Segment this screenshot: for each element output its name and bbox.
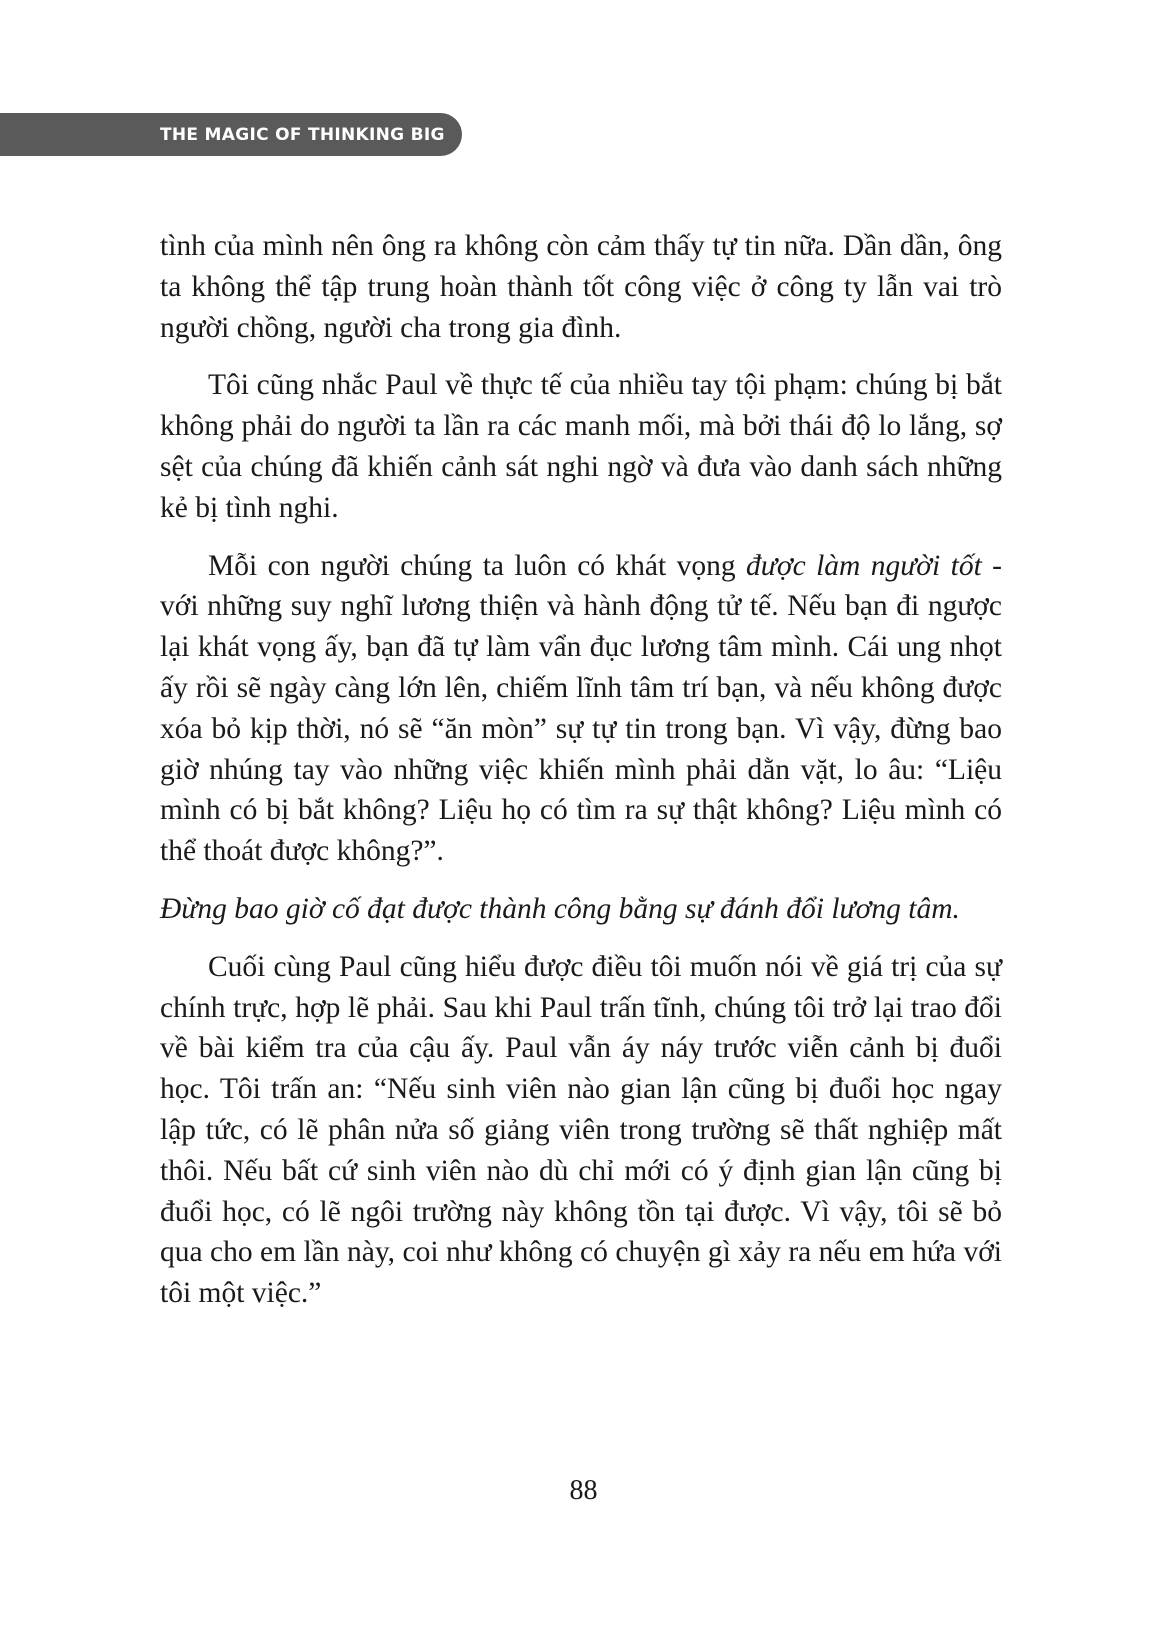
- italic-maxim: Đừng bao giờ cố đạt được thành công bằng sự đánh đổi lương tâm.: [160, 892, 960, 925]
- paragraph-conscience-end: - với những suy nghĩ lương thiện và hành động tử tế. Nếu bạn đi ngược lại khát vọng ấy, bạn đã tự làm vẩn đục lương tâm mình. Cái ung nhọt ấy rồi sẽ ngày càng lớn lên, chiếm lĩnh tâm trí bạn, và nếu không được xóa bỏ kịp thời, nó sẽ “ăn mòn” sự tự tin trong bạn. Vì vậy, đừng bao giờ nhúng tay vào những việc khiến mình phải dằn vặt, lo âu: “Liệu mình có bị bắt không? Liệu họ có tìm ra sự thật không? Liệu mình có thể thoát được không?”.: [160, 549, 1002, 868]
- page-body: [160, 226, 1002, 1331]
- paragraph-conscience-italic: được làm người tốt: [746, 549, 982, 582]
- paragraph-conscience-start: Mỗi con người chúng ta luôn có khát vọng: [208, 549, 746, 582]
- book-title: THE MAGIC OF THINKING BIG: [160, 124, 445, 145]
- running-header: [0, 113, 462, 156]
- paragraph-conscience: [160, 546, 1002, 872]
- paragraph-paul-conclusion: Cuối cùng Paul cũng hiểu được điều tôi muốn nói về giá trị của sự chính trực, hợp lẽ phải. Sau khi Paul trấn tĩnh, chúng tôi trở lại trao đổi về bài kiểm tra của cậu ấy. Paul vẫn áy náy trước viễn cảnh bị đuổi học. Tôi trấn an: “Nếu sinh viên nào gian lận cũng bị đuổi học ngay lập tức, có lẽ phân nửa số giảng viên trong trường sẽ thất nghiệp mất thôi. Nếu bất cứ sinh viên nào dù chỉ mới có ý định gian lận cũng bị đuổi học, có lẽ ngôi trường này không tồn tại được. Vì vậy, tôi sẽ bỏ qua cho em lần này, coi như không có chuyện gì xảy ra nếu em hứa với tôi một việc.”: [160, 950, 1002, 1310]
- paragraph-criminals: Tôi cũng nhắc Paul về thực tế của nhiều tay tội phạm: chúng bị bắt không phải do người ta lần ra các manh mối, mà bởi thái độ lo lắng, sợ sệt của chúng đã khiến cảnh sát nghi ngờ và đưa vào danh sách những kẻ bị tình nghi.: [160, 369, 1002, 524]
- paragraph-continued: tình của mình nên ông ra không còn cảm thấy tự tin nữa. Dần dần, ông ta không thể tập trung hoàn thành tốt công việc ở công ty lẫn vai trò người chồng, người cha trong gia đình.: [160, 230, 1002, 344]
- page-number: 88: [569, 1475, 598, 1506]
